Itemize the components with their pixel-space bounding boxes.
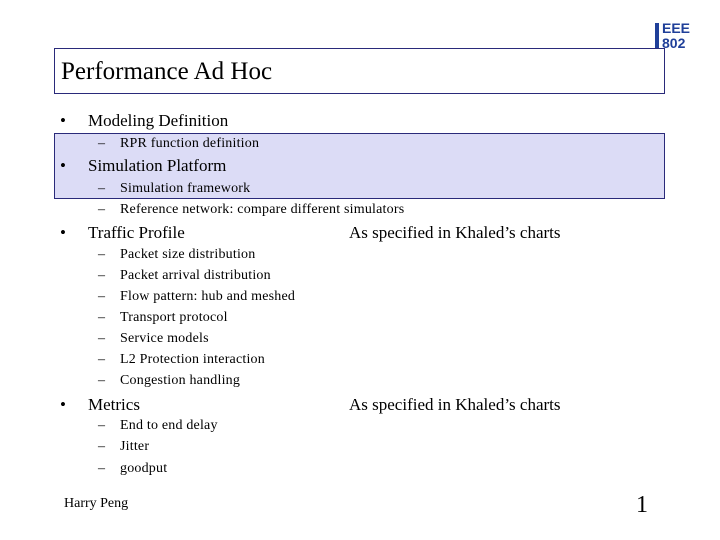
dash-icon: – xyxy=(98,352,105,367)
dash-icon: – xyxy=(98,202,105,217)
subitem-simulation-framework: Simulation framework xyxy=(120,181,251,196)
dash-icon: – xyxy=(98,331,105,346)
dash-icon: – xyxy=(98,310,105,325)
dash-icon: – xyxy=(98,247,105,262)
subitem-reference-network: Reference network: compare different simulators xyxy=(120,202,405,217)
logo-bar xyxy=(655,23,659,49)
bullet-icon: • xyxy=(60,156,66,175)
bullet-simulation-platform: Simulation Platform xyxy=(88,156,227,175)
bullet-modeling-definition: Modeling Definition xyxy=(88,111,229,130)
subitem-end-to-end-delay: End to end delay xyxy=(120,418,218,433)
footer-author: Harry Peng xyxy=(64,496,129,511)
dash-icon: – xyxy=(98,418,105,433)
subitem-service-models: Service models xyxy=(120,331,209,346)
slide-title: Performance Ad Hoc xyxy=(61,58,273,85)
metrics-note: As specified in Khaled’s charts xyxy=(349,395,561,414)
page-number: 1 xyxy=(636,492,648,518)
subitem-jitter: Jitter xyxy=(120,439,150,454)
subitem-flow-pattern: Flow pattern: hub and meshed xyxy=(120,289,296,304)
logo-text-top: EEE xyxy=(662,20,691,36)
bullet-traffic-profile: Traffic Profile xyxy=(88,223,185,242)
subitem-transport-protocol: Transport protocol xyxy=(120,310,228,325)
subitem-packet-arrival: Packet arrival distribution xyxy=(120,268,271,283)
traffic-profile-note: As specified in Khaled’s charts xyxy=(349,223,561,242)
dash-icon: – xyxy=(98,268,105,283)
subitem-goodput: goodput xyxy=(120,461,168,476)
dash-icon: – xyxy=(98,181,105,196)
bullet-metrics: Metrics xyxy=(88,395,140,414)
dash-icon: – xyxy=(98,373,105,388)
title-box xyxy=(54,48,665,94)
subitem-rpr-function-definition: RPR function definition xyxy=(120,136,260,151)
subitem-congestion-handling: Congestion handling xyxy=(120,373,241,388)
logo-text-bottom: 802 xyxy=(662,35,686,51)
dash-icon: – xyxy=(98,439,105,454)
bullet-icon: • xyxy=(60,395,66,414)
bullet-icon: • xyxy=(60,111,66,130)
subitem-packet-size: Packet size distribution xyxy=(120,247,256,262)
dash-icon: – xyxy=(98,289,105,304)
dash-icon: – xyxy=(98,461,105,476)
bullet-icon: • xyxy=(60,223,66,242)
subitem-l2-protection: L2 Protection interaction xyxy=(120,352,265,367)
dash-icon: – xyxy=(98,136,105,151)
